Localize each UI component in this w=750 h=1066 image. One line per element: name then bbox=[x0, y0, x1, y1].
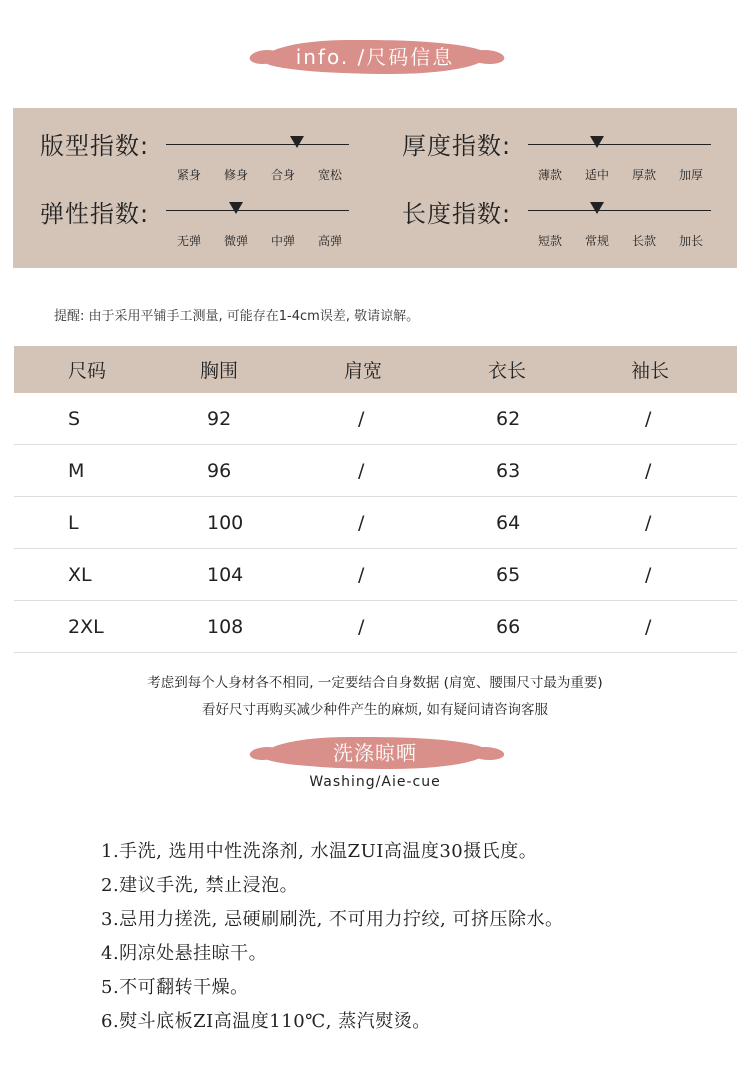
cell-chest: 92 bbox=[207, 407, 232, 430]
header-length: 衣长 bbox=[488, 360, 527, 382]
elasticity-index-line bbox=[166, 210, 349, 211]
cell-size: L bbox=[68, 511, 79, 534]
cell-chest: 100 bbox=[207, 511, 244, 534]
cell-shoulder: / bbox=[358, 407, 365, 430]
header-sleeve: 袖长 bbox=[631, 360, 670, 382]
washing-header-text: 洗涤晾晒 bbox=[333, 741, 417, 765]
cell-sleeve: / bbox=[645, 511, 652, 534]
thickness-option: 加厚 bbox=[678, 168, 703, 182]
wash-instruction-item: 6.熨斗底板ZI高温度110℃, 蒸汽熨烫。 bbox=[101, 1011, 431, 1032]
info-section-header bbox=[264, 40, 486, 74]
cell-chest: 96 bbox=[207, 459, 232, 482]
header-size: 尺码 bbox=[68, 360, 107, 382]
size-hint-line-1: 考虑到每个人身材各不相同, 一定要结合自身数据 (肩宽、腰围尺寸最为重要) bbox=[147, 675, 603, 691]
cell-sleeve: / bbox=[645, 563, 652, 586]
cell-length: 65 bbox=[496, 563, 521, 586]
wash-instruction-item: 4.阴凉处悬挂晾干。 bbox=[101, 943, 268, 964]
size-row bbox=[14, 497, 737, 549]
elasticity-option: 中弹 bbox=[270, 234, 295, 248]
header-chest: 胸围 bbox=[200, 360, 239, 382]
wash-instruction-item: 2.建议手洗, 禁止浸泡。 bbox=[101, 875, 299, 896]
fit-option: 宽松 bbox=[317, 168, 342, 182]
size-row bbox=[14, 549, 737, 601]
fit-index-marker bbox=[290, 136, 304, 148]
cell-sleeve: / bbox=[645, 407, 652, 430]
washing-subtitle: Washing/Aie-cue bbox=[309, 774, 441, 790]
cell-length: 63 bbox=[496, 459, 521, 482]
fit-index-title: 版型指数: bbox=[40, 132, 150, 160]
length-index-line bbox=[528, 210, 711, 211]
cell-shoulder: / bbox=[358, 459, 365, 482]
thickness-index-title: 厚度指数: bbox=[402, 132, 512, 160]
cell-shoulder: / bbox=[358, 511, 365, 534]
cell-size: XL bbox=[68, 563, 92, 586]
fit-index-line bbox=[166, 144, 349, 145]
length-option: 长款 bbox=[631, 234, 656, 248]
elasticity-index-title: 弹性指数: bbox=[40, 200, 150, 228]
size-table bbox=[14, 346, 737, 653]
cell-shoulder: / bbox=[358, 563, 365, 586]
cell-size: 2XL bbox=[68, 615, 104, 638]
length-index-marker bbox=[590, 202, 604, 214]
cell-chest: 108 bbox=[207, 615, 244, 638]
elasticity-option: 微弹 bbox=[223, 234, 248, 248]
elasticity-index-marker bbox=[229, 202, 243, 214]
cell-size: M bbox=[68, 459, 85, 482]
size-row bbox=[14, 445, 737, 497]
length-option: 加长 bbox=[678, 234, 703, 248]
cell-length: 66 bbox=[496, 615, 521, 638]
wash-instruction-item: 1.手洗, 选用中性洗涤剂, 水温ZUI高温度30摄氏度。 bbox=[101, 841, 538, 862]
thickness-index-line bbox=[528, 144, 711, 145]
cell-chest: 104 bbox=[207, 563, 244, 586]
size-row bbox=[14, 601, 737, 653]
size-row bbox=[14, 393, 737, 445]
cell-length: 62 bbox=[496, 407, 521, 430]
fit-index-panel bbox=[13, 108, 737, 268]
fit-option: 修身 bbox=[223, 168, 248, 182]
length-index-title: 长度指数: bbox=[402, 200, 512, 228]
measurement-note: 提醒: 由于采用平铺手工测量, 可能存在1-4cm误差, 敬请谅解。 bbox=[54, 309, 420, 324]
wash-instruction-item: 3.忌用力搓洗, 忌硬刷刷洗, 不可用力拧绞, 可挤压除水。 bbox=[101, 909, 564, 930]
wash-instruction-item: 5.不可翻转干燥。 bbox=[101, 977, 249, 998]
cell-shoulder: / bbox=[358, 615, 365, 638]
length-option: 短款 bbox=[537, 234, 562, 248]
elasticity-option: 高弹 bbox=[317, 234, 342, 248]
thickness-index-marker bbox=[590, 136, 604, 148]
cell-sleeve: / bbox=[645, 459, 652, 482]
cell-sleeve: / bbox=[645, 615, 652, 638]
fit-option: 合身 bbox=[270, 168, 295, 182]
cell-size: S bbox=[68, 407, 81, 430]
info-header-text: info. /尺码信息 bbox=[295, 45, 455, 69]
washing-section-header bbox=[264, 737, 486, 769]
elasticity-option: 无弹 bbox=[176, 234, 201, 248]
thickness-option: 厚款 bbox=[631, 168, 656, 182]
header-shoulder: 肩宽 bbox=[344, 360, 383, 382]
thickness-option: 薄款 bbox=[537, 168, 562, 182]
thickness-option: 适中 bbox=[584, 168, 609, 182]
fit-option: 紧身 bbox=[176, 168, 201, 182]
cell-length: 64 bbox=[496, 511, 521, 534]
size-hint-line-2: 看好尺寸再购买减少种件产生的麻烦, 如有疑问请咨询客服 bbox=[201, 702, 549, 718]
length-option: 常规 bbox=[584, 234, 609, 248]
size-table-header bbox=[14, 346, 737, 393]
